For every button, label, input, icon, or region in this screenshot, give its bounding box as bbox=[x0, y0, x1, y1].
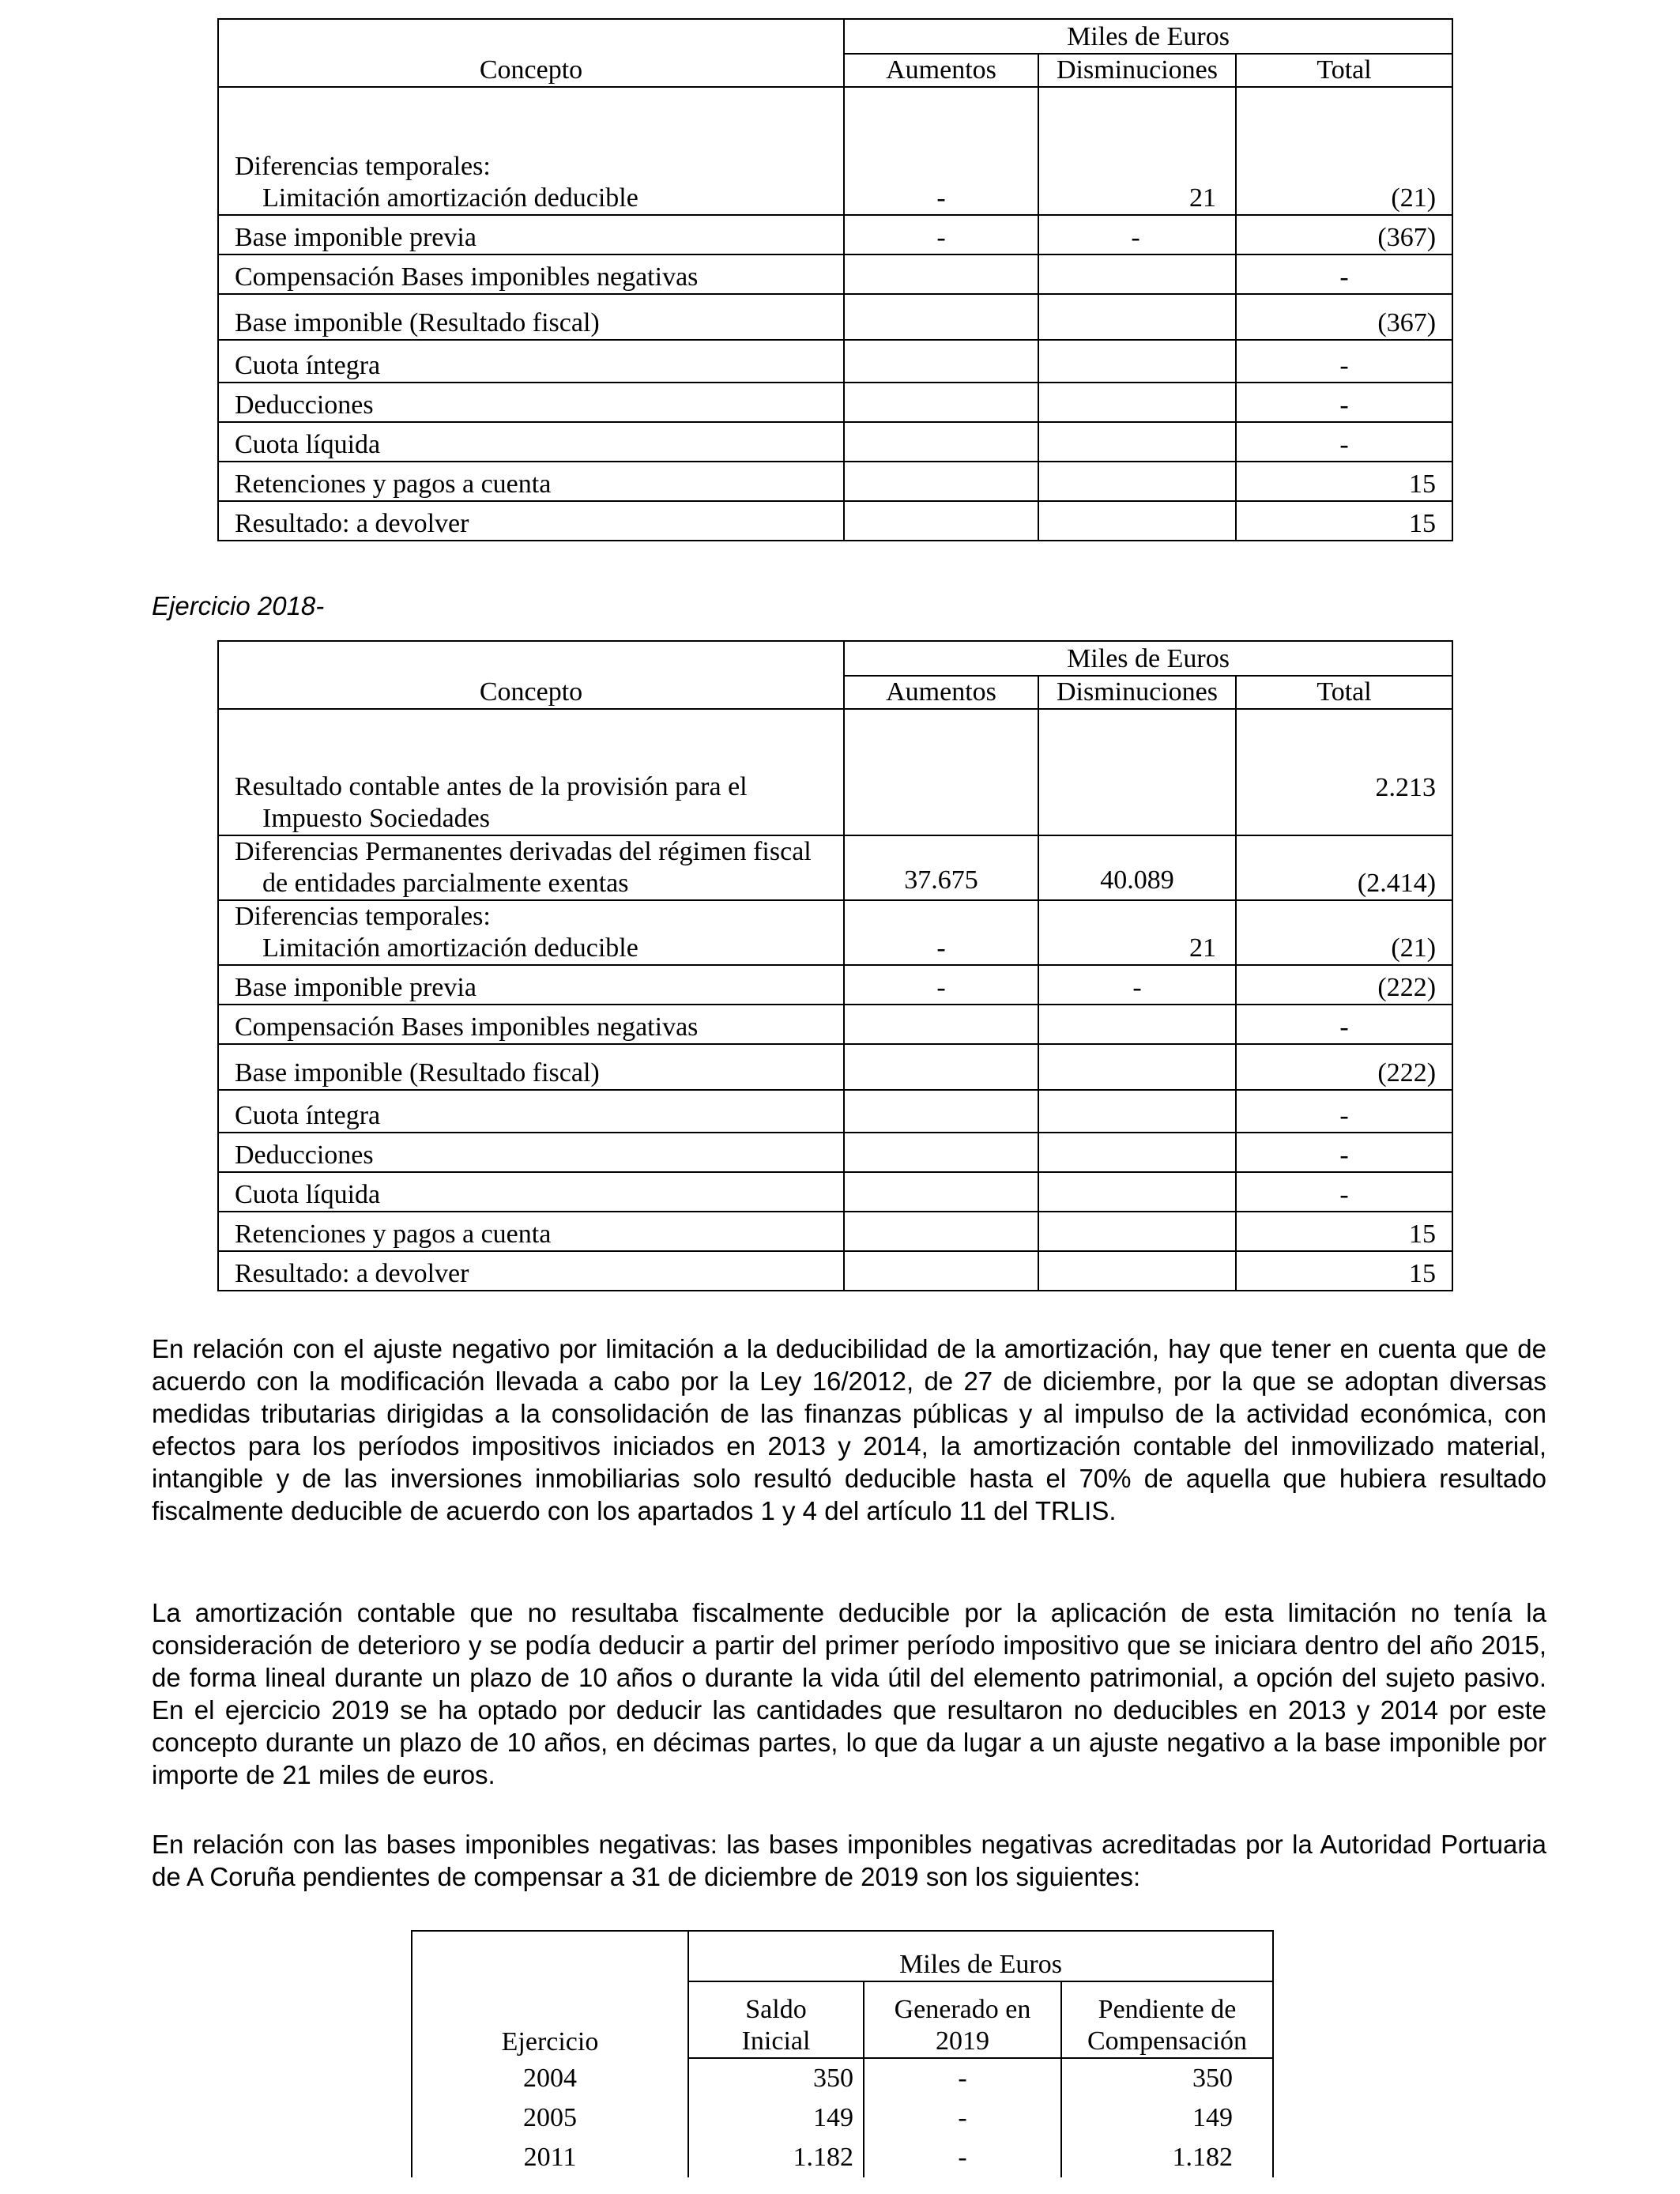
dif-perm-cell bbox=[218, 835, 844, 900]
table-row bbox=[218, 294, 1452, 340]
row-aumentos bbox=[844, 1005, 1038, 1044]
row-disminuciones bbox=[1038, 294, 1236, 340]
row-total: 15 bbox=[1236, 501, 1452, 541]
row-disminuciones: - bbox=[1038, 215, 1236, 254]
row-concepto: Base imponible previa bbox=[218, 215, 844, 254]
resultado-contable-line1: Resultado contable antes de la provisión para el bbox=[235, 772, 748, 801]
header-pendiente-line2: Compensación bbox=[1087, 2026, 1248, 2056]
header-aumentos: Aumentos bbox=[844, 54, 1038, 87]
row-concepto: Base imponible previa bbox=[218, 965, 844, 1005]
row-disminuciones bbox=[1038, 383, 1236, 422]
header-aumentos: Aumentos bbox=[844, 676, 1038, 709]
row-disminuciones bbox=[1038, 501, 1236, 541]
row-disminuciones bbox=[1038, 1005, 1236, 1044]
dif-temp-total: (21) bbox=[1236, 87, 1452, 215]
table-row bbox=[218, 1212, 1452, 1251]
row-total: (222) bbox=[1236, 1044, 1452, 1090]
row-disminuciones bbox=[1038, 1090, 1236, 1133]
table-row bbox=[218, 1005, 1452, 1044]
table-row bbox=[412, 2058, 1273, 2098]
row-aumentos bbox=[844, 462, 1038, 501]
table-row bbox=[218, 462, 1452, 501]
row-total: - bbox=[1236, 383, 1452, 422]
row-disminuciones bbox=[1038, 422, 1236, 462]
row-concepto: Compensación Bases imponibles negativas bbox=[218, 254, 844, 294]
table-row bbox=[218, 501, 1452, 541]
row-aumentos bbox=[844, 1172, 1038, 1212]
dif-temp-item: Limitación amortización deducible bbox=[262, 933, 638, 963]
table-row bbox=[218, 1172, 1452, 1212]
row-total: - bbox=[1236, 1133, 1452, 1172]
dif-temp-aumentos: - bbox=[844, 900, 1038, 965]
row-total: - bbox=[1236, 1090, 1452, 1133]
row-generado: - bbox=[864, 2098, 1061, 2138]
header-generado bbox=[864, 1981, 1061, 2058]
dif-temp-title: Diferencias temporales: bbox=[235, 902, 491, 931]
row-disminuciones bbox=[1038, 254, 1236, 294]
dif-perm-aumentos: 37.675 bbox=[844, 835, 1038, 900]
row-disminuciones bbox=[1038, 340, 1236, 383]
row-concepto: Base imponible (Resultado fiscal) bbox=[218, 1044, 844, 1090]
row-saldo: 149 bbox=[688, 2098, 864, 2138]
header-pendiente-line1: Pendiente de bbox=[1098, 1995, 1237, 2024]
row-aumentos: - bbox=[844, 215, 1038, 254]
resultado-contable-disminuciones bbox=[1038, 709, 1236, 835]
row-aumentos bbox=[844, 1212, 1038, 1251]
row-aumentos bbox=[844, 340, 1038, 383]
row-disminuciones bbox=[1038, 1172, 1236, 1212]
row-pendiente: 149 bbox=[1061, 2098, 1273, 2138]
row-total: 15 bbox=[1236, 1251, 1452, 1291]
table-row bbox=[218, 1090, 1452, 1133]
row-pendiente: 350 bbox=[1061, 2058, 1273, 2098]
row-total: (367) bbox=[1236, 294, 1452, 340]
row-aumentos bbox=[844, 1251, 1038, 1291]
header-pendiente bbox=[1061, 1981, 1273, 2058]
row-total: - bbox=[1236, 340, 1452, 383]
dif-perm-line2: de entidades parcialmente exentas bbox=[262, 869, 629, 898]
row-total: 15 bbox=[1236, 462, 1452, 501]
header-saldo-inicial bbox=[688, 1981, 864, 2058]
row-ejercicio: 2004 bbox=[412, 2058, 688, 2098]
header-generado-line2: 2019 bbox=[936, 2026, 989, 2056]
header-disminuciones: Disminuciones bbox=[1038, 676, 1236, 709]
row-aumentos: - bbox=[844, 965, 1038, 1005]
table-row bbox=[412, 2138, 1273, 2177]
dif-perm-line1: Diferencias Permanentes derivadas del régimen fiscal bbox=[235, 837, 812, 866]
header-miles-euros: Miles de Euros bbox=[688, 1931, 1273, 1981]
row-concepto: Cuota líquida bbox=[218, 422, 844, 462]
tax-table-2018 bbox=[217, 640, 1453, 1291]
row-pendiente: 1.182 bbox=[1061, 2138, 1273, 2177]
row-concepto: Retenciones y pagos a cuenta bbox=[218, 462, 844, 501]
row-aumentos bbox=[844, 1090, 1038, 1133]
row-saldo: 350 bbox=[688, 2058, 864, 2098]
row-concepto: Retenciones y pagos a cuenta bbox=[218, 1212, 844, 1251]
dif-temp-disminuciones: 21 bbox=[1038, 87, 1236, 215]
dif-temp-aumentos: - bbox=[844, 87, 1038, 215]
paragraph-amortizacion: En relación con el ajuste negativo por limitación a la deducibilidad de la amortización, hay que tener en cuenta que de acuerdo con la modificación llevada a cabo por la Ley 16/2012, de 27 de diciembre, por la que se adoptan diversas medidas tributarias dirigidas a la consolidación de las finanzas públicas y al impulso de la actividad económica, con efectos para los períodos impositivos iniciados en 2013 y 2014, la amortización contable del inmovilizado material, intangible y de las inversiones inmobiliarias solo resultó deducible hasta el 70% de aquella que hubiera resultado fiscalmente deducible de acuerdo con los apartados 1 y 4 del artículo 11 del TRLIS. bbox=[152, 1334, 1546, 1525]
row-disminuciones bbox=[1038, 462, 1236, 501]
row-concepto: Deducciones bbox=[218, 1133, 844, 1172]
row-concepto: Resultado: a devolver bbox=[218, 1251, 844, 1291]
row-disminuciones bbox=[1038, 1133, 1236, 1172]
row-generado: - bbox=[864, 2138, 1061, 2177]
header-total: Total bbox=[1236, 676, 1452, 709]
table-row bbox=[218, 383, 1452, 422]
header-total: Total bbox=[1236, 54, 1452, 87]
row-concepto: Cuota líquida bbox=[218, 1172, 844, 1212]
header-concepto: Concepto bbox=[218, 19, 844, 87]
table-row bbox=[218, 1044, 1452, 1090]
row-total: - bbox=[1236, 1005, 1452, 1044]
table-row bbox=[218, 1133, 1452, 1172]
row-ejercicio: 2011 bbox=[412, 2138, 688, 2177]
row-total: (367) bbox=[1236, 215, 1452, 254]
table-row bbox=[218, 1251, 1452, 1291]
row-aumentos bbox=[844, 254, 1038, 294]
dif-temp-total: (21) bbox=[1236, 900, 1452, 965]
row-disminuciones bbox=[1038, 1251, 1236, 1291]
row-total: 15 bbox=[1236, 1212, 1452, 1251]
dif-temp-disminuciones: 21 bbox=[1038, 900, 1236, 965]
paragraph-deterioro: La amortización contable que no resultaba fiscalmente deducible por la aplicación de esta limitación no tenía la consideración de deterioro y se podía deducir a partir del primer período impositivo que se iniciara dentro del año 2015, de forma lineal durante un plazo de 10 años o durante la vida útil del elemento patrimonial, a opción del sujeto pasivo. En el ejercicio 2019 se ha optado por deducir las cantidades que resultaron no deducibles en 2013 y 2014 por este concepto durante un plazo de 10 años, en décimas partes, lo que da lugar a un ajuste negativo a la base imponible por importe de 21 miles de euros. bbox=[152, 1598, 1546, 1789]
row-disminuciones: - bbox=[1038, 965, 1236, 1005]
row-concepto: Cuota íntegra bbox=[218, 1090, 844, 1133]
dif-temp-item: Limitación amortización deducible bbox=[262, 183, 638, 213]
header-generado-line1: Generado en bbox=[894, 1995, 1031, 2024]
resultado-contable-total: 2.213 bbox=[1236, 709, 1452, 835]
table-row bbox=[218, 254, 1452, 294]
table-row bbox=[218, 340, 1452, 383]
row-total: - bbox=[1236, 1172, 1452, 1212]
table-row bbox=[218, 965, 1452, 1005]
row-total: - bbox=[1236, 422, 1452, 462]
row-total: (222) bbox=[1236, 965, 1452, 1005]
header-miles-euros: Miles de Euros bbox=[844, 19, 1452, 54]
row-concepto: Cuota íntegra bbox=[218, 340, 844, 383]
resultado-contable-aumentos bbox=[844, 709, 1038, 835]
row-aumentos bbox=[844, 422, 1038, 462]
header-miles-euros: Miles de Euros bbox=[844, 641, 1452, 676]
section-heading-2018: Ejercicio 2018- bbox=[152, 591, 325, 620]
header-disminuciones: Disminuciones bbox=[1038, 54, 1236, 87]
dif-temp-title: Diferencias temporales: bbox=[235, 152, 491, 181]
row-saldo: 1.182 bbox=[688, 2138, 864, 2177]
bases-negativas-table bbox=[411, 1930, 1274, 2177]
dif-temp-cell bbox=[218, 87, 844, 215]
row-concepto: Resultado: a devolver bbox=[218, 501, 844, 541]
dif-temp-cell bbox=[218, 900, 844, 965]
row-concepto: Base imponible (Resultado fiscal) bbox=[218, 294, 844, 340]
table-row bbox=[218, 422, 1452, 462]
resultado-contable-cell bbox=[218, 709, 844, 835]
row-aumentos bbox=[844, 501, 1038, 541]
row-concepto: Compensación Bases imponibles negativas bbox=[218, 1005, 844, 1044]
row-aumentos bbox=[844, 1133, 1038, 1172]
row-disminuciones bbox=[1038, 1212, 1236, 1251]
row-concepto: Deducciones bbox=[218, 383, 844, 422]
dif-perm-disminuciones: 40.089 bbox=[1038, 835, 1236, 900]
row-disminuciones bbox=[1038, 1044, 1236, 1090]
table-row bbox=[412, 2098, 1273, 2138]
header-concepto: Concepto bbox=[218, 641, 844, 709]
row-aumentos bbox=[844, 383, 1038, 422]
tax-table-prev bbox=[217, 18, 1453, 541]
row-generado: - bbox=[864, 2058, 1061, 2098]
row-aumentos bbox=[844, 294, 1038, 340]
paragraph-bases-negativas: En relación con las bases imponibles negativas: las bases imponibles negativas acreditadas por la Autoridad Portuaria de A Coruña pendientes de compensar a 31 de diciembre de 2019 son los siguientes: bbox=[152, 1830, 1546, 1891]
header-ejercicio: Ejercicio bbox=[412, 1931, 688, 2058]
header-saldo-line1: Saldo bbox=[745, 1995, 807, 2024]
resultado-contable-line2: Impuesto Sociedades bbox=[262, 804, 490, 833]
header-saldo-line2: Inicial bbox=[741, 2026, 811, 2056]
dif-perm-total: (2.414) bbox=[1236, 835, 1452, 900]
row-aumentos bbox=[844, 1044, 1038, 1090]
row-total: - bbox=[1236, 254, 1452, 294]
row-ejercicio: 2005 bbox=[412, 2098, 688, 2138]
table-row bbox=[218, 215, 1452, 254]
